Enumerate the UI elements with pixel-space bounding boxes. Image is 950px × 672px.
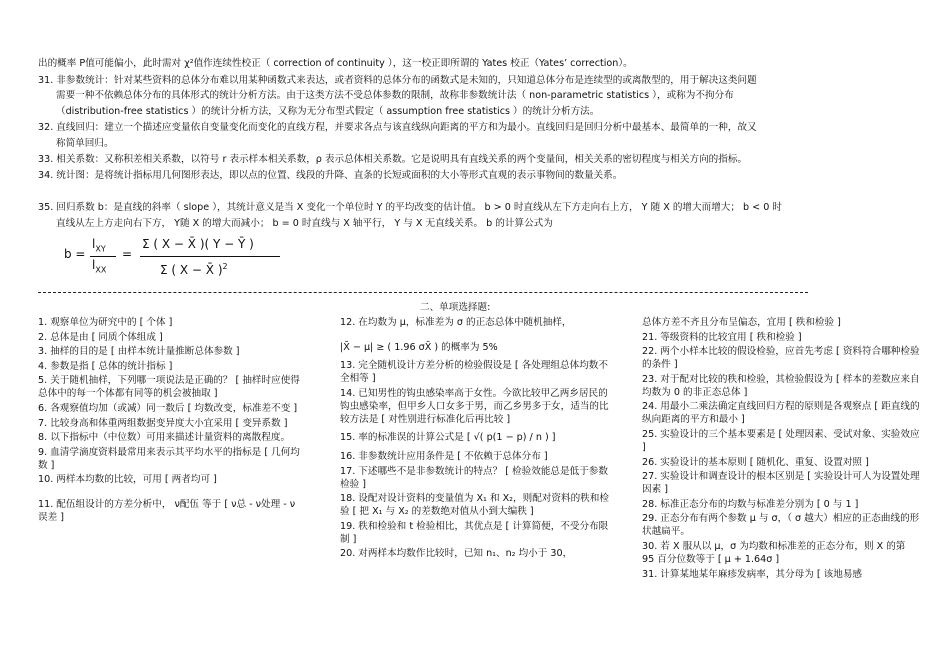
formula-lxy: $l_{XY}$	[92, 237, 106, 254]
formula-equals: =	[122, 247, 133, 261]
regression-coefficient-formula	[58, 232, 358, 280]
def-34: 34. 统计图：是将统计指标用几何图形表达，即以点的位置、线段的升降、直条的长短或面积的大小等形式直观的表示事物间的数量关系。	[38, 170, 623, 181]
question-4: 4. 参数是指 [ 总体的统计指标 ]	[38, 360, 173, 372]
question-30: 30. 若 X 服从以 μ，σ 为均数和标准差的正态分布，则 X 的第 95 百分位数等于 [ μ + 1.64σ ]	[642, 540, 906, 565]
def-33: 33. 相关系数：又称积差相关系数，以符号 r 表示样本相关系数，ρ 表示总体相关系数。它是说明具有直线关系的两个变量间，相关关系的密切程度与相关方向的指标。	[38, 154, 748, 165]
question-13: 13. 完全随机设计方差分析的检验假设是 [ 各处理组总体均数不全相等 ]	[340, 360, 608, 385]
question-21: 21. 等级资料的比较宜用 [ 秩和检验 ]	[642, 331, 802, 343]
question-10: 10. 两样本均数的比较，可用 [ 两者均可 ]	[38, 474, 217, 486]
formula-lhs: b =	[64, 247, 86, 261]
question-28: 28. 标准正态分布的均数与标准差分别为 [ 0 与 1 ]	[642, 498, 859, 510]
def-31-line1: 31. 非参数统计：针对某些资料的总体分布难以用某种函数式来表达，或者资料的总体分布的函数式是未知的，只知道总体分布是连续型的或离散型的，用于解决这类问题	[38, 75, 757, 86]
def-32-line1: 32. 直线回归：建立一个描述应变量依自变量变化而变化的直线方程，并要求各点与该直线纵向距离的平方和为最小。直线回归是回归分析中最基本、最简单的一种，故又	[38, 122, 757, 133]
question-20: 20. 对两样本均数作比较时，已知 n₁、n₂ 均小于 30，	[340, 548, 573, 560]
question-3: 3. 抽样的目的是 [ 由样本统计量推断总体参数 ]	[38, 346, 240, 358]
question-5: 5. 关于随机抽样，下列哪一项说法是正确的？ [ 抽样时应使得总体中的每一个体都有同等的机会被抽取 ]	[38, 375, 300, 400]
questions-column-2	[340, 316, 610, 562]
def-32-line2: 称简单回归。	[56, 138, 114, 149]
question-6: 6. 各观察值均加（或减）同一数后 [ 均数改变，标准差不变 ]	[38, 402, 298, 414]
questions-column-3	[642, 316, 920, 582]
question-17: 17. 下述哪些不是非参数统计的特点？ [ 检验效能总是低于参数检验 ]	[340, 465, 608, 490]
question-8: 8. 以下指标中（中位数）可用来描述计量资料的离散程度。	[38, 432, 291, 444]
questions-column-1	[38, 316, 300, 526]
fraction-bar-2	[140, 256, 280, 257]
question-27: 27. 实验设计和调查设计的根本区别是 [ 实验设计可人为设置处理因素 ]	[642, 471, 920, 496]
question-18: 18. 设配对设计资料的变量值为 X₁ 和 X₂，则配对资料的秩和检验 [ 把 X₁ 与 X₂ 的差数绝对值从小到大编秩 ]	[340, 493, 609, 518]
question-12: 12. 在均数为 μ，标准差为 σ 的正态总体中随机抽样，	[340, 317, 572, 328]
section-title: 二、单项选择题:	[420, 302, 491, 313]
question-12-formula: |X̄ − μ| ≥ ( 1.96 σX̄ ) 的概率为 5%	[340, 341, 498, 353]
question-1: 1. 观察单位为研究中的 [ 个体 ]	[38, 317, 173, 328]
continuation-text: 出的概率 P值可能偏小，此时需对 χ²值作连续性校正（ correction of continuity ），这一校正即所谓的 Yates 校正（Yates’ correction）。	[38, 58, 633, 69]
question-2: 2. 总体是由 [ 同质个体组成 ]	[38, 331, 163, 343]
formula-numerator: Σ ( X − X̄ )( Y − Ȳ )	[142, 237, 254, 251]
question-23: 23. 对于配对比较的秩和检验，其检验假设为 [ 样本的差数应来自均数为 0 的非正态总体 ]	[642, 373, 920, 398]
question-25: 25. 实验设计的三个基本要素是 [ 处理因素、受试对象、实验效应 ]	[642, 428, 920, 453]
question-26: 26. 实验设计的基本原则 [ 随机化、重复、设置对照 ]	[642, 456, 869, 468]
question-20-cont: 总体方差不齐且分布呈偏态，宜用 [ 秩和检验 ]	[642, 317, 841, 328]
question-19: 19. 秩和检验和 t 检验相比，其优点是 [ 计算简便，不受分布限制 ]	[340, 520, 609, 545]
def-31-line2: 需要一种不依赖总体分布的具体形式的统计分析方法。由于这类方法不受总体参数的限制，故称非参数统计法（ non-parametric statistics ），或称为不拘分布	[56, 90, 734, 101]
def-35-line1: 35. 回归系数 b：是直线的斜率（ slope ），其统计意义是当 X 变化一个单位时 Y 的平均改变的估计值。 b > 0 时直线从左下方走向右上方， Y 随 X 的增大而增大； b < 0 时	[38, 202, 783, 213]
question-9: 9. 血清学滴度资料最常用来表示其平均水平的指标是 [ 几何均数 ]	[38, 446, 300, 471]
question-24: 24. 用最小二乘法确定直线回归方程的原则是各观察点 [ 距直线的纵向距离的平方和最小 ]	[642, 401, 920, 426]
question-31: 31. 计算某地某年麻疹发病率，其分母为 [ 该地易感	[642, 568, 863, 580]
question-22: 22. 两个小样本比较的假设检验，应首先考虑 [ 资料符合哪种检验的条件 ]	[642, 346, 920, 371]
def-35-line2: 直线从左上方走向右下方， Y随 X 的增大而减小； b = 0 时直线与 X 轴平行， Y 与 X 无直线关系。 b 的计算公式为	[56, 218, 553, 229]
def-31-line3: （distribution-free statistics ）的统计分析方法，又称为无分布型式假定（ assumption free statistics ）的统计分析方法。	[56, 106, 600, 117]
section-divider	[38, 292, 808, 293]
fraction-bar-1	[90, 256, 116, 257]
question-16: 16. 非参数统计应用条件是 [ 不依赖于总体分布 ]	[340, 450, 548, 462]
formula-lxx: $l_{XX}$	[92, 258, 107, 275]
question-15: 15. 率的标准误的计算公式是 [ √( p(1 − p) / n ) ]	[340, 432, 556, 444]
question-29: 29. 正态分布有两个参数 μ 与 σ，（ σ 越大）相应的正态曲线的形状越扁平。	[642, 513, 920, 538]
formula-denominator: Σ ( X − X̄ )$^2$	[160, 262, 228, 277]
question-11: 11. 配伍组设计的方差分析中， ν配伍 等于 [ ν总 - ν处理 - ν误差 ]	[38, 498, 296, 523]
question-14: 14. 已知男性的钩虫感染率高于女性。今欲比较甲乙两乡居民的钩虫感染率，但甲乡人口女多于男，而乙乡男多于女，适当的比较方法是 [ 对性别进行标准化后再比较 ]	[340, 387, 609, 425]
question-7: 7. 比较身高和体重两组数据变异度大小宜采用 [ 变异系数 ]	[38, 417, 288, 429]
